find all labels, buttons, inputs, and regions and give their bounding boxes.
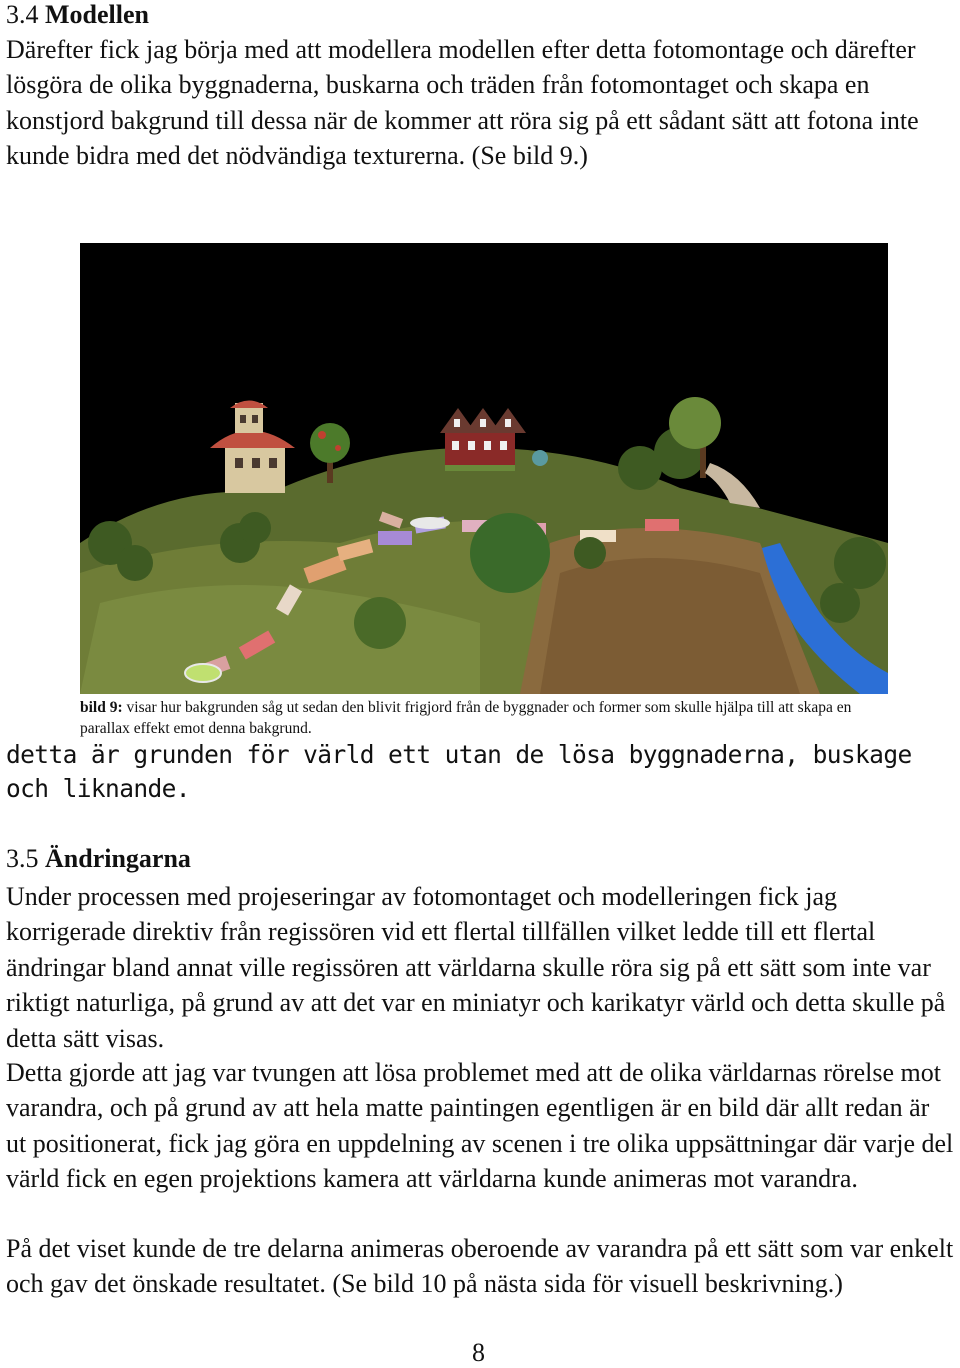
paragraph-modellen: Därefter fick jag börja med att modellera modellen efter detta fotomontage och därefter lösgöra de olika byggnaderna, buskarna och träden från fotomontaget och skapa en konstjord bakgrund till dessa när de kommer att röra sig på ett sådant sätt att fotona inte kunde bidra med det nödvändiga texturerna. (Se bild 9.)	[6, 35, 919, 171]
caption-label: bild 9:	[80, 699, 123, 716]
figure-bild-9	[80, 243, 888, 694]
section-heading-3-4	[6, 0, 149, 30]
paragraph-andringarna-2: Detta gjorde att jag var tvungen att lösa problemet med att de olika världarnas rörelse mot varandra, och på grund av att hela matte paintingen egentligen är en bild där allt redan är ut positionerat, fick jag göra en uppdelning av scenen i tre olika uppsättningar där varje del värld fick en egen projektions kamera att världarna kunde animeras mot varandra.	[6, 1058, 954, 1194]
note-paragraph: detta är grunden för värld ett utan de lösa byggnaderna, buskage och liknande.	[6, 740, 912, 803]
section-title: Ändringarna	[45, 844, 191, 873]
section-number: 3.4	[6, 0, 39, 29]
miniature-landscape-image	[80, 243, 888, 694]
section-title: Modellen	[45, 0, 149, 29]
section-heading-3-5	[6, 844, 191, 874]
page-number: 8	[472, 1338, 485, 1367]
figure-caption	[80, 697, 880, 739]
paragraph-andringarna-3: På det viset kunde de tre delarna animeras oberoende av varandra på ett sätt som var enkelt och gav det önskade resultatet. (Se bild 10 på nästa sida för visuell beskrivning.)	[6, 1234, 954, 1299]
paragraph-andringarna-1: Under processen med projeseringar av fotomontaget och modelleringen fick jag korrigerade direktiv från regissören vid ett flertal tillfällen vilket ledde till ett flertal ändringar bland annat ville regissören att världarna skulle röra sig på ett sätt som inte var riktigt naturliga, på grund av att det var en miniatyr och karikatyr värld och detta skulle på detta sätt visas.	[6, 882, 946, 1053]
section-number: 3.5	[6, 844, 39, 873]
caption-text: visar hur bakgrunden såg ut sedan den blivit frigjord från de byggnader och former som skulle hjälpa till att skapa en parallax effekt emot denna bakgrund.	[80, 699, 852, 737]
